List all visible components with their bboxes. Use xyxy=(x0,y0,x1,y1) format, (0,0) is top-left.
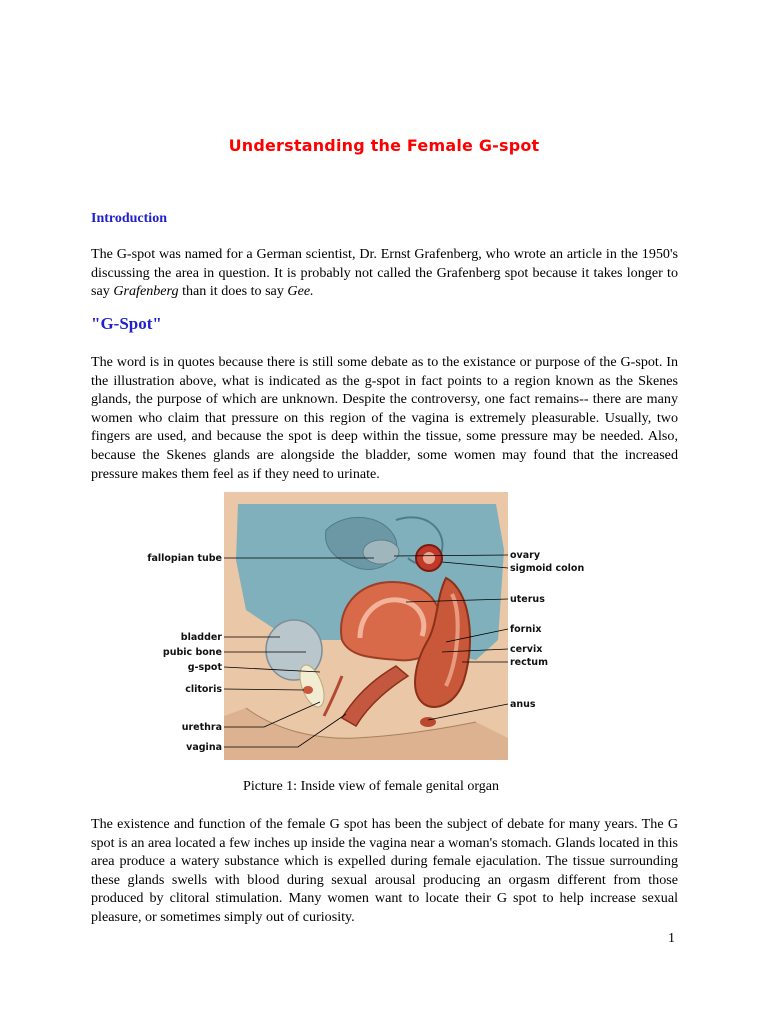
label-ovary: ovary xyxy=(510,550,541,561)
label-fallopian-tube: fallopian tube xyxy=(147,553,222,564)
gspot-paragraph: The word is in quotes because there is still some debate as to the existance or purpose of the G-spot. In the illustration above, what is indicated as the g-spot in fact points to a region known as the Skenes glands, the purpose of which are unknown. Despite the controversy, one fact remains-- there are many women who claim that pressure on this region of the vagina is extremely pleasurable. Usually, two fingers are used, and because the spot is deep within the tissue, some pressure may be needed. Also, because the Skenes glands are alongside the bladder, some women may found that the increased pressure makes them feel as if they need to urinate. xyxy=(91,354,678,482)
gspot-heading: "G-Spot" xyxy=(91,314,162,333)
closing-paragraph: The existence and function of the female G spot has been the subject of debate for many years. The G spot is an area located a few inches up inside the vagina near a woman's stomach. Glands located in this area produce a watery substance which is expelled during female ejaculation. The tissue surrounding these glands swells with blood during sexual arousal producing an orgasm different from those produced by clitoral stimulation. Many women want to locate their G spot to help increase sexual pleasure, or sometimes simply out of curiosity. xyxy=(91,816,678,925)
figure-caption: Picture 1: Inside view of female genital organ xyxy=(243,779,499,794)
page-number: 1 xyxy=(668,931,675,946)
label-vagina: vagina xyxy=(186,742,222,753)
label-rectum: rectum xyxy=(510,657,548,668)
label-anus: anus xyxy=(510,699,536,710)
introduction-paragraph xyxy=(91,245,678,301)
ovary-shape xyxy=(363,540,399,564)
anatomy-illustration xyxy=(146,490,585,762)
label-g-spot: g-spot xyxy=(187,662,222,673)
label-cervix: cervix xyxy=(510,644,543,655)
label-pubic-bone: pubic bone xyxy=(162,647,222,658)
introduction-heading: Introduction xyxy=(91,211,167,226)
label-clitoris: clitoris xyxy=(185,684,222,695)
intro-italic-gee: Gee. xyxy=(287,283,314,300)
sigmoid-colon-lumen xyxy=(423,552,435,564)
clitoris-shape xyxy=(303,686,313,694)
intro-italic-grafenberg: Grafenberg xyxy=(113,283,179,300)
label-uterus: uterus xyxy=(510,594,545,605)
intro-text-before: The G-spot was named for a German scientist, Dr. Ernst Grafenberg, who wrote an article in the 1950's discussing the area in question. It is probably not called the Grafenberg spot because it takes longer to say xyxy=(91,246,678,300)
document-title: Understanding the Female G-spot xyxy=(228,136,540,155)
label-bladder: bladder xyxy=(180,632,222,643)
label-fornix: fornix xyxy=(510,624,542,635)
label-urethra: urethra xyxy=(181,722,222,733)
label-sigmoid-colon: sigmoid colon xyxy=(510,563,585,574)
intro-text-middle: than it does to say xyxy=(178,283,288,300)
